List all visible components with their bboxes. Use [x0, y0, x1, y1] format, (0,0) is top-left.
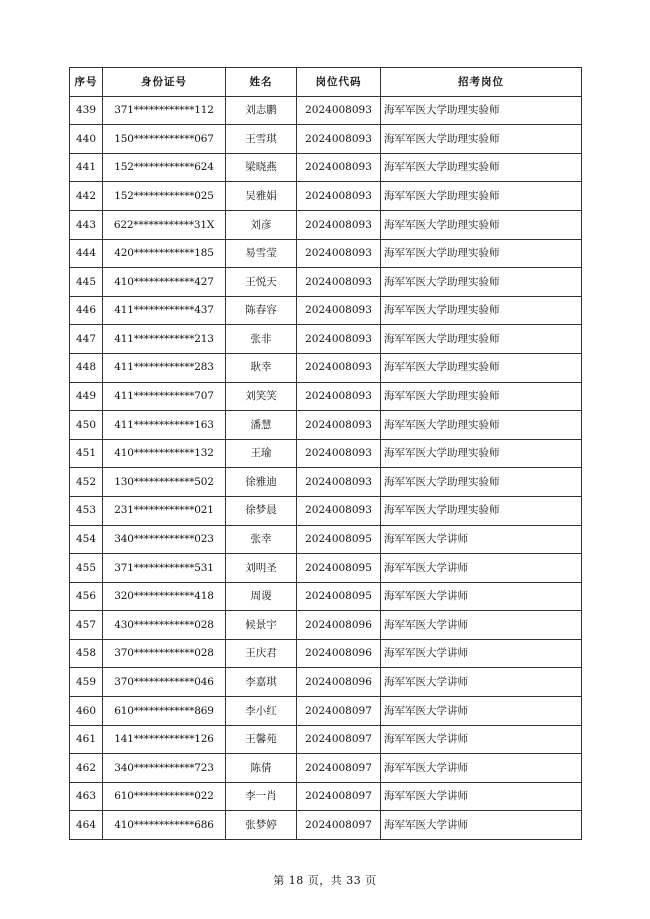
- cell-serial: 440: [70, 125, 103, 154]
- cell-post-code: 2024008093: [297, 125, 381, 154]
- candidate-table: [69, 67, 582, 840]
- cell-id-number: 130************502: [103, 468, 226, 497]
- cell-id-number: 420************185: [103, 239, 226, 268]
- table-row: [70, 525, 582, 554]
- cell-post-code: 2024008093: [297, 239, 381, 268]
- table-row: [70, 697, 582, 726]
- cell-name: 徐雅迪: [226, 468, 297, 497]
- cell-serial: 445: [70, 268, 103, 297]
- cell-serial: 444: [70, 239, 103, 268]
- cell-name: 张非: [226, 325, 297, 354]
- cell-post-title: 海军军医大学助理实验师: [381, 239, 582, 268]
- cell-id-number: 410************686: [103, 811, 226, 840]
- cell-post-code: 2024008093: [297, 353, 381, 382]
- cell-post-title: 海军军医大学助理实验师: [381, 496, 582, 525]
- table-row: [70, 411, 582, 440]
- table-row: [70, 182, 582, 211]
- cell-name: 王瑜: [226, 439, 297, 468]
- cell-name: 潘慧: [226, 411, 297, 440]
- header-serial: 序号: [70, 68, 103, 97]
- cell-post-title: 海军军医大学讲师: [381, 697, 582, 726]
- cell-name: 王雪琪: [226, 125, 297, 154]
- cell-serial: 461: [70, 725, 103, 754]
- cell-serial: 439: [70, 96, 103, 125]
- cell-post-title: 海军军医大学助理实验师: [381, 439, 582, 468]
- table-row: [70, 210, 582, 239]
- cell-post-title: 海军军医大学讲师: [381, 525, 582, 554]
- cell-serial: 449: [70, 382, 103, 411]
- cell-post-title: 海军军医大学助理实验师: [381, 125, 582, 154]
- cell-id-number: 622************31X: [103, 210, 226, 239]
- cell-serial: 456: [70, 582, 103, 611]
- cell-name: 李嘉琪: [226, 668, 297, 697]
- table-row: [70, 754, 582, 783]
- cell-id-number: 411************163: [103, 411, 226, 440]
- cell-post-title: 海军军医大学助理实验师: [381, 353, 582, 382]
- table-row: [70, 96, 582, 125]
- cell-post-code: 2024008097: [297, 725, 381, 754]
- cell-post-title: 海军军医大学助理实验师: [381, 411, 582, 440]
- cell-name: 刘明圣: [226, 554, 297, 583]
- cell-id-number: 370************028: [103, 639, 226, 668]
- table-row: [70, 125, 582, 154]
- cell-id-number: 410************132: [103, 439, 226, 468]
- cell-serial: 452: [70, 468, 103, 497]
- cell-name: 张梦婷: [226, 811, 297, 840]
- table-row: [70, 811, 582, 840]
- cell-post-code: 2024008095: [297, 554, 381, 583]
- cell-post-title: 海军军医大学助理实验师: [381, 182, 582, 211]
- table-row: [70, 325, 582, 354]
- table-row: [70, 439, 582, 468]
- cell-name: 徐梦晨: [226, 496, 297, 525]
- header-post-code: 岗位代码: [297, 68, 381, 97]
- cell-id-number: 370************046: [103, 668, 226, 697]
- table-row: [70, 296, 582, 325]
- cell-serial: 457: [70, 611, 103, 640]
- cell-serial: 453: [70, 496, 103, 525]
- cell-post-code: 2024008093: [297, 268, 381, 297]
- cell-post-title: 海军军医大学助理实验师: [381, 325, 582, 354]
- cell-serial: 455: [70, 554, 103, 583]
- cell-post-code: 2024008093: [297, 182, 381, 211]
- cell-id-number: 410************427: [103, 268, 226, 297]
- cell-post-title: 海军军医大学助理实验师: [381, 268, 582, 297]
- cell-name: 王悦天: [226, 268, 297, 297]
- table-row: [70, 153, 582, 182]
- cell-name: 李小红: [226, 697, 297, 726]
- cell-post-code: 2024008095: [297, 525, 381, 554]
- cell-serial: 459: [70, 668, 103, 697]
- cell-name: 候景宇: [226, 611, 297, 640]
- table-row: [70, 353, 582, 382]
- cell-post-title: 海军军医大学助理实验师: [381, 96, 582, 125]
- cell-post-code: 2024008093: [297, 382, 381, 411]
- cell-name: 王馨苑: [226, 725, 297, 754]
- cell-name: 陈倩: [226, 754, 297, 783]
- table-row: [70, 782, 582, 811]
- cell-id-number: 371************531: [103, 554, 226, 583]
- cell-post-title: 海军军医大学讲师: [381, 639, 582, 668]
- cell-post-code: 2024008093: [297, 96, 381, 125]
- cell-post-code: 2024008097: [297, 811, 381, 840]
- cell-post-code: 2024008093: [297, 468, 381, 497]
- cell-serial: 451: [70, 439, 103, 468]
- cell-post-code: 2024008096: [297, 639, 381, 668]
- table-row: [70, 268, 582, 297]
- cell-post-code: 2024008093: [297, 153, 381, 182]
- cell-post-title: 海军军医大学助理实验师: [381, 296, 582, 325]
- table-row: [70, 668, 582, 697]
- cell-post-title: 海军军医大学助理实验师: [381, 468, 582, 497]
- cell-post-title: 海军军医大学讲师: [381, 811, 582, 840]
- table-row: [70, 725, 582, 754]
- cell-name: 梁晓燕: [226, 153, 297, 182]
- cell-post-code: 2024008093: [297, 325, 381, 354]
- cell-name: 耿幸: [226, 353, 297, 382]
- cell-id-number: 411************707: [103, 382, 226, 411]
- table-row: [70, 239, 582, 268]
- table-row: [70, 468, 582, 497]
- cell-post-code: 2024008093: [297, 496, 381, 525]
- cell-serial: 446: [70, 296, 103, 325]
- cell-serial: 443: [70, 210, 103, 239]
- table-row: [70, 582, 582, 611]
- cell-post-title: 海军军医大学讲师: [381, 611, 582, 640]
- cell-serial: 442: [70, 182, 103, 211]
- cell-serial: 441: [70, 153, 103, 182]
- cell-id-number: 371************112: [103, 96, 226, 125]
- cell-post-code: 2024008097: [297, 697, 381, 726]
- cell-id-number: 411************283: [103, 353, 226, 382]
- page-number: 第 18 页，共 33 页: [273, 874, 377, 887]
- table-row: [70, 611, 582, 640]
- cell-name: 刘彦: [226, 210, 297, 239]
- cell-post-code: 2024008093: [297, 210, 381, 239]
- table-row: [70, 639, 582, 668]
- cell-post-title: 海军军医大学讲师: [381, 782, 582, 811]
- cell-post-title: 海军军医大学助理实验师: [381, 382, 582, 411]
- cell-id-number: 411************213: [103, 325, 226, 354]
- cell-name: 刘志鹏: [226, 96, 297, 125]
- cell-name: 刘笑笑: [226, 382, 297, 411]
- cell-id-number: 340************023: [103, 525, 226, 554]
- cell-post-code: 2024008097: [297, 782, 381, 811]
- header-row: [70, 68, 582, 97]
- cell-id-number: 141************126: [103, 725, 226, 754]
- header-id-number: 身份证号: [103, 68, 226, 97]
- table-body: [70, 96, 582, 839]
- cell-post-code: 2024008095: [297, 582, 381, 611]
- header-post-title: 招考岗位: [381, 68, 582, 97]
- cell-name: 李一肖: [226, 782, 297, 811]
- cell-post-title: 海军军医大学助理实验师: [381, 210, 582, 239]
- cell-serial: 460: [70, 697, 103, 726]
- cell-id-number: 411************437: [103, 296, 226, 325]
- cell-serial: 464: [70, 811, 103, 840]
- cell-serial: 463: [70, 782, 103, 811]
- cell-post-title: 海军军医大学讲师: [381, 582, 582, 611]
- cell-name: 陈春容: [226, 296, 297, 325]
- cell-serial: 448: [70, 353, 103, 382]
- cell-id-number: 152************624: [103, 153, 226, 182]
- cell-id-number: 610************869: [103, 697, 226, 726]
- cell-post-code: 2024008093: [297, 439, 381, 468]
- cell-post-title: 海军军医大学讲师: [381, 554, 582, 583]
- cell-id-number: 152************025: [103, 182, 226, 211]
- cell-serial: 450: [70, 411, 103, 440]
- cell-post-code: 2024008096: [297, 611, 381, 640]
- cell-post-code: 2024008093: [297, 411, 381, 440]
- cell-post-title: 海军军医大学讲师: [381, 754, 582, 783]
- cell-post-title: 海军军医大学讲师: [381, 725, 582, 754]
- cell-id-number: 231************021: [103, 496, 226, 525]
- cell-post-code: 2024008096: [297, 668, 381, 697]
- header-name: 姓名: [226, 68, 297, 97]
- cell-id-number: 150************067: [103, 125, 226, 154]
- cell-post-title: 海军军医大学助理实验师: [381, 153, 582, 182]
- table-header: [70, 68, 582, 97]
- cell-serial: 458: [70, 639, 103, 668]
- cell-name: 吴雅娟: [226, 182, 297, 211]
- cell-serial: 447: [70, 325, 103, 354]
- cell-name: 王庆君: [226, 639, 297, 668]
- cell-id-number: 320************418: [103, 582, 226, 611]
- cell-post-title: 海军军医大学讲师: [381, 668, 582, 697]
- table-row: [70, 554, 582, 583]
- table-row: [70, 382, 582, 411]
- cell-serial: 454: [70, 525, 103, 554]
- table-row: [70, 496, 582, 525]
- cell-serial: 462: [70, 754, 103, 783]
- cell-id-number: 430************028: [103, 611, 226, 640]
- cell-name: 张幸: [226, 525, 297, 554]
- cell-name: 周谡: [226, 582, 297, 611]
- cell-id-number: 340************723: [103, 754, 226, 783]
- cell-post-code: 2024008097: [297, 754, 381, 783]
- cell-id-number: 610************022: [103, 782, 226, 811]
- cell-post-code: 2024008093: [297, 296, 381, 325]
- cell-name: 易雪莹: [226, 239, 297, 268]
